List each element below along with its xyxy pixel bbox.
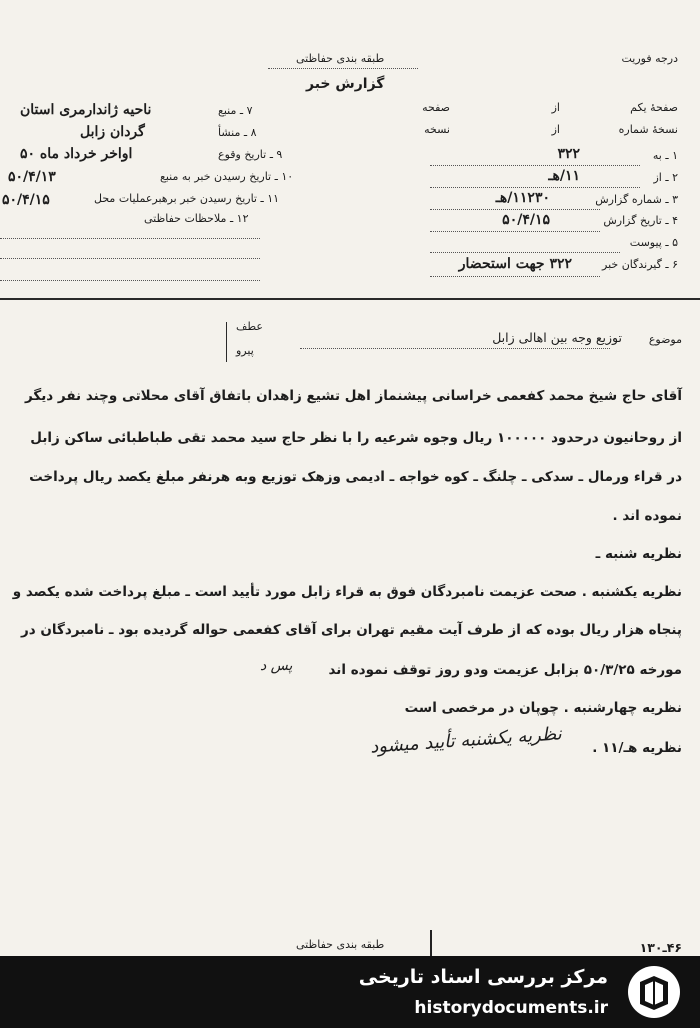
body-line: آقای حاج شیخ محمد کفعمی خراسانی پیشنماز اهل تشیع زاهدان باتفاق آقای محلاتی وچند نفر دیگر xyxy=(24,388,682,404)
ref-divider xyxy=(226,322,227,362)
body-line: نظریه یکشنبه . صحت عزیمت نامبردگان فوق به قراء زابل مورد تأیید است ـ مبلغ پرداخت شده یکصد و xyxy=(12,584,682,600)
source-label: ۷ ـ منبع xyxy=(218,104,253,117)
attachment-line xyxy=(430,252,620,253)
recv-source-value: ۵۰/۴/۱۳ xyxy=(8,169,56,185)
body-line: مورخه ۵۰/۳/۲۵ بزابل عزیمت ودو روز توقف نموده اند xyxy=(328,662,682,678)
origin-value: گردان زابل xyxy=(80,124,145,140)
body-line: پنجاه هزار ریال بوده که از طرف آیت مقیم تهران برای آقای کفعمی حواله گردیده بود ـ نامبردگان در xyxy=(21,622,682,638)
copy-from-label: از xyxy=(551,123,560,136)
body-line: نظریه هـ/۱۱ . xyxy=(592,740,682,756)
notes-line-3 xyxy=(0,280,260,281)
priority-label: درجه فوریت xyxy=(621,52,678,65)
body-line: از روحانیون درحدود ۱۰۰۰۰۰ ریال وجوه شرعیه را با نظر حاج سید محمد تقی طباطبائی ساکن زابل xyxy=(30,430,682,446)
body-line: نظریه چهارشنبه . چوپان در مرخصی است xyxy=(404,700,682,716)
archive-footer xyxy=(0,956,700,1028)
recipients-label: ۶ ـ گیرندگان خبر xyxy=(602,258,678,271)
notes-line-1 xyxy=(0,238,260,239)
archive-logo-icon xyxy=(626,964,682,1020)
copy-copies-label: نسخه xyxy=(424,123,450,136)
page-pages-label: صفحه xyxy=(422,101,450,114)
to-label: ۱ ـ به xyxy=(652,149,678,162)
attachment-label: ۵ ـ پیوست xyxy=(629,236,678,249)
to-value: ۳۲۲ xyxy=(557,146,580,162)
report-date-value: ۵۰/۴/۱۵ xyxy=(502,212,550,228)
classification-stamp: طبقه بندی حفاظتی xyxy=(296,938,385,951)
subject-label: موضوع xyxy=(648,333,682,346)
from-line xyxy=(430,187,640,188)
source-value: ناحیه ژاندارمری استان xyxy=(20,102,152,118)
follow-label: پیرو xyxy=(236,344,254,357)
handwritten-approval: نظریه یکشنبه تأیید میشود xyxy=(369,723,563,758)
origin-label: ۸ ـ منشأ xyxy=(218,126,257,139)
body-line: نظریه شنبه ـ xyxy=(595,546,682,562)
event-date-value: اواخر خرداد ماه ۵۰ xyxy=(20,146,133,162)
notes-label: ۱۲ ـ ملاحظات حفاظتی xyxy=(144,212,249,225)
form-code: ۴۶ـ۱۳۰ xyxy=(639,940,682,955)
form-title: گزارش خبر xyxy=(306,76,385,92)
archive-website[interactable]: historydocuments.ir xyxy=(414,998,608,1018)
recv-source-label: ۱۰ ـ تاریخ رسیدن خبر به منبع xyxy=(160,170,294,183)
to-line xyxy=(430,165,640,166)
recv-ops-label: ۱۱ ـ تاریخ رسیدن خبر برهبرعملیات محل xyxy=(94,192,280,205)
event-date-label: ۹ ـ تاریخ وقوع xyxy=(218,148,283,161)
report-date-line xyxy=(430,231,600,232)
report-date-label: ۴ ـ تاریخ گزارش xyxy=(603,214,678,227)
from-label: ۲ ـ از xyxy=(653,171,678,184)
body-line: در قراء ورمال ـ سدکی ـ چلنگ ـ کوه خواجه ـ ادیمی وزهک توزیع وبه هرنفر مبلغ یکصد ریال پرداخت xyxy=(29,469,682,485)
notes-line-2 xyxy=(0,258,260,259)
report-number-label: ۳ ـ شماره گزارش xyxy=(595,193,678,206)
classification-label: طبقه بندی حفاظتی xyxy=(296,52,385,65)
copy-number-label: نسخهٔ شماره xyxy=(618,123,678,136)
from-value: ۱۱/هـ xyxy=(548,168,580,184)
subject-value: توزیع وجه بین اهالی زابل xyxy=(492,330,622,345)
report-number-value: ۱۱۲۳۰/هـ xyxy=(495,190,550,206)
page-from-label: از xyxy=(551,101,560,114)
page-label: صفحهٔ یکم xyxy=(630,101,678,114)
recipients-line xyxy=(430,276,600,277)
ref-label: عطف xyxy=(236,320,263,333)
handwritten-note-line8: پس د xyxy=(260,658,293,674)
subject-line xyxy=(300,348,610,349)
body-line: نموده اند . xyxy=(612,508,682,524)
header-divider xyxy=(0,298,700,300)
archive-name: مرکز بررسی اسناد تاریخی xyxy=(358,966,608,988)
report-number-line xyxy=(430,209,600,210)
classification-line xyxy=(268,68,418,69)
recv-ops-value: ۵۰/۴/۱۵ xyxy=(2,192,50,208)
recipients-value: ۳۲۲ جهت استحضار xyxy=(458,256,572,272)
